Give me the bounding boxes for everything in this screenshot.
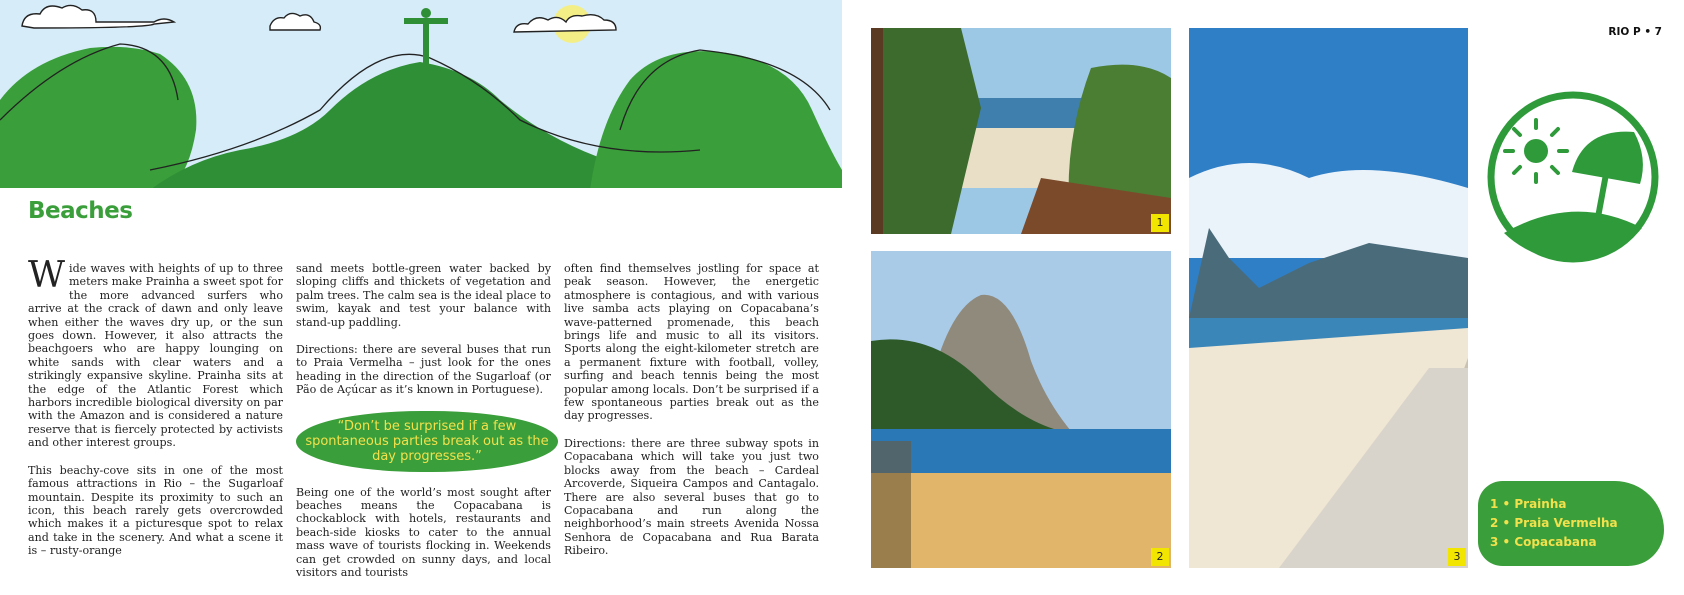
paragraph: Being one of the world’s most sought after beaches means the Copacabana is chockablock with hotels, restaurants and beach-side kiosks to cater to the annual mass wave of tourists flocking in. Weekends can get crowded on sunny days, and local visitors and tourists — [296, 485, 551, 580]
paragraph: Directions: there are three subway spots in Copacabana which will take you just two blocks away from the beach – Cardeal Arcoverde, Siqueira Campos and Cantagalo. There are also several buses that go to Copacabana and run along the neighborhood’s main streets Avenida Nossa Senhora de Copacabana and Rua Barata Ribeiro. — [564, 436, 819, 558]
text-column-2 — [296, 262, 551, 594]
page-folio: RIO P • 7 — [1608, 26, 1662, 38]
photo-number: 1 — [1151, 214, 1169, 232]
photo-number: 2 — [1151, 548, 1169, 566]
paragraph: sand meets bottle-green water backed by sloping cliffs and thickets of vegetation and palm trees. The calm sea is the ideal place to swim, kayak and test your balance with stand-up paddling. — [296, 262, 551, 329]
paragraph: This beachy-cove sits in one of the most famous attractions in Rio – the Sugarloaf mountain. Despite its proximity to such an icon, this beach rarely gets overcrowded which makes it a picturesque spot to relax and take in the scenery. And what a scene it is – rusty-orange — [28, 463, 283, 558]
photo-legend — [1478, 481, 1664, 566]
photo-praia-vermelha — [871, 251, 1171, 568]
text-column-3 — [564, 262, 819, 572]
pull-quote: “Don’t be surprised if a few spontaneous parties break out as the day progresses.” — [296, 411, 558, 472]
section-heading: Beaches — [28, 198, 133, 224]
paragraph: often find themselves jostling for space at peak season. However, the energetic atmosphere is contagious, and with various live samba acts playing on Copacabana’s wave-patterned promenade, this beach brings life and music to all its visitors. Sports along the eight-kilometer stretch are a permanent fixture with football, volley, surfing and beach tennis being the most popular among locals. Don’t be surprised if a few spontaneous parties break out as the day progresses. — [564, 262, 819, 423]
photo-prainha — [871, 28, 1171, 234]
photo-copacabana — [1189, 28, 1468, 568]
paragraph-text: ide waves with heights of up to three meters make Prainha a sweet spot for the more advanced surfers who arrive at the crack of dawn and only leave when either the waves dry up, or the sun goes down. However, it also attracts the beachgoers who are happy lounging on white sands with clear waters and a strikingly expansive skyline. Prainha sits at the edge of the Atlantic Forest which harbors incredible biological diversity on par with the Amazon and is considered a nature reserve that is fiercely protected by activists and other interest groups. — [28, 262, 283, 450]
legend-item: 3 • Copacabana — [1490, 535, 1597, 549]
legend-item: 1 • Prainha — [1490, 497, 1567, 511]
right-page — [842, 0, 1684, 595]
legend-item: 2 • Praia Vermelha — [1490, 516, 1618, 530]
drop-cap: W — [28, 255, 66, 296]
paragraph — [28, 255, 283, 450]
paragraph: Directions: there are several buses that run to Praia Vermelha – just look for the ones heading in the direction of the Sugarloaf (or Pão de Açúcar as it’s known in Portuguese). — [296, 343, 551, 397]
beach-umbrella-sun-icon — [1484, 88, 1662, 266]
text-column-1 — [28, 255, 283, 572]
photo-number: 3 — [1448, 548, 1466, 566]
rio-skyline-illustration — [0, 0, 842, 190]
